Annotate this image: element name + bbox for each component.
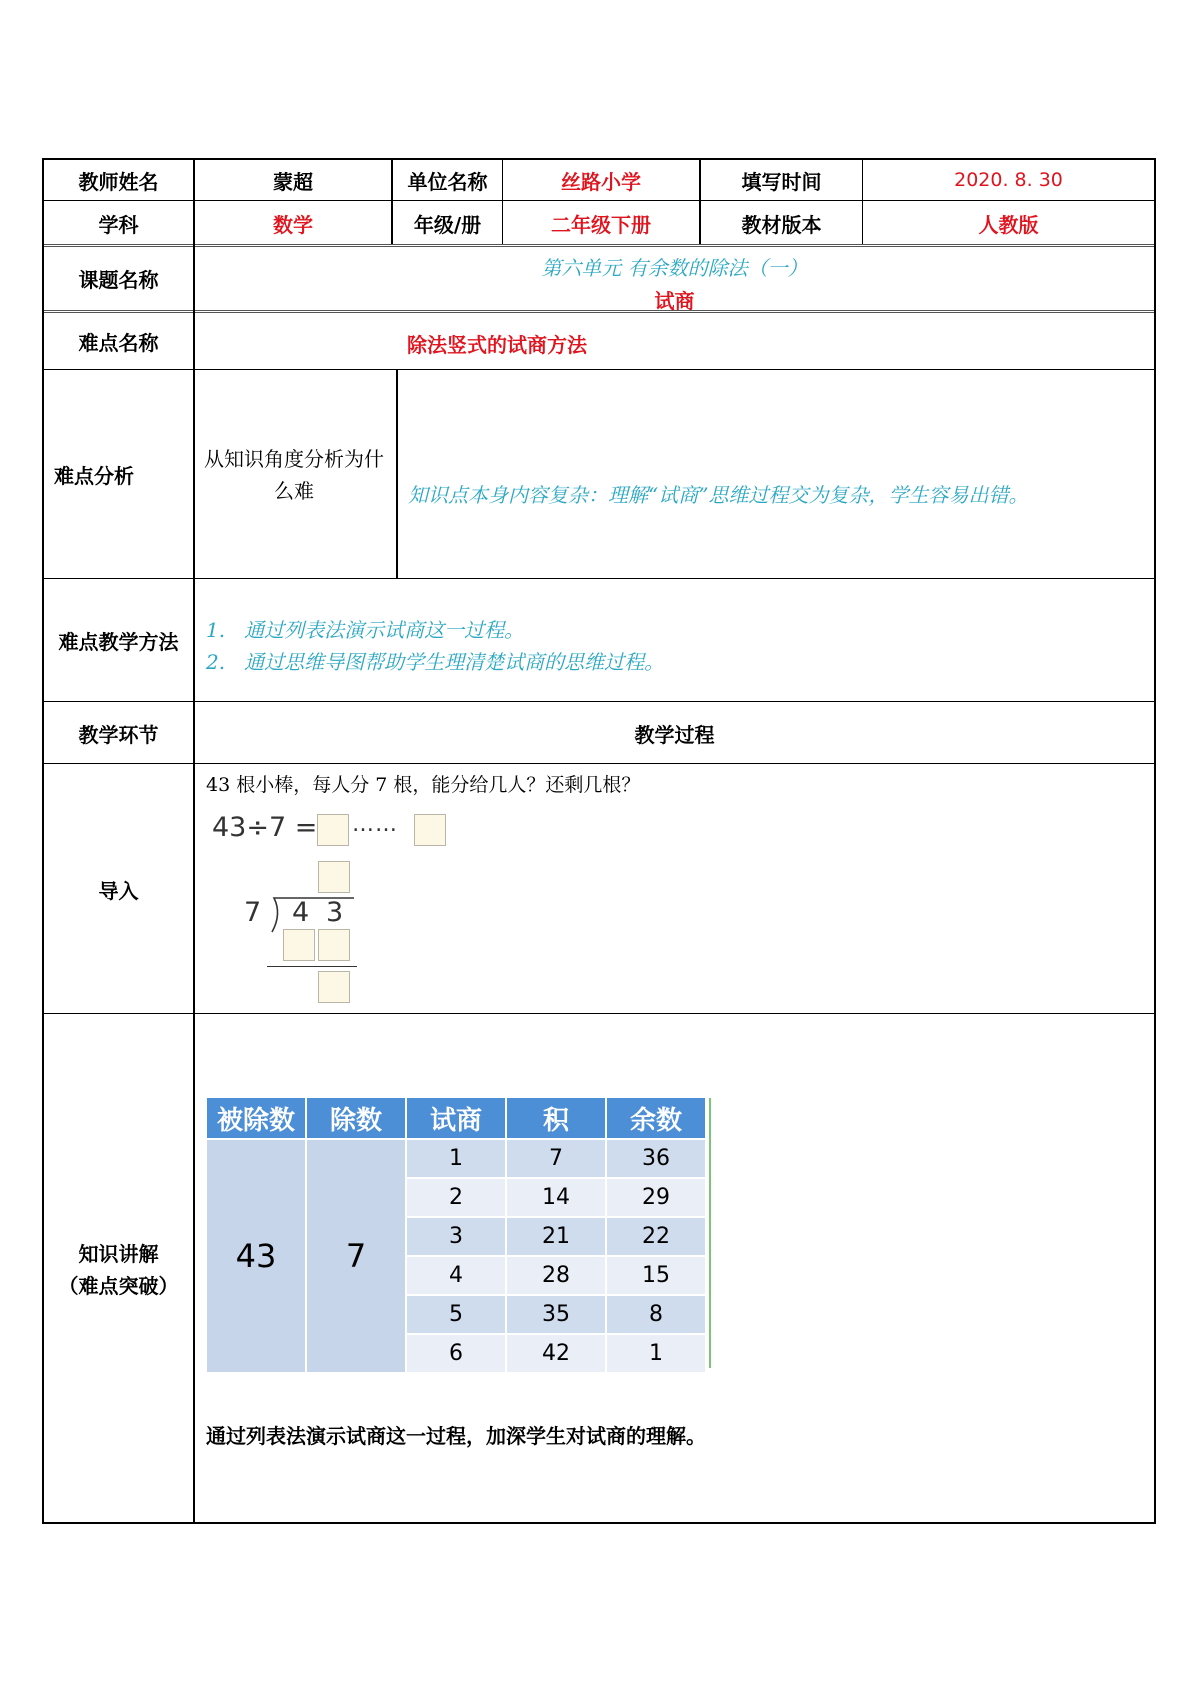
column-header-trial-quotient: 试商 [407,1098,505,1138]
teacher-name-value: 蒙超 [273,169,313,194]
product-cell: 21 [507,1216,605,1255]
long-division-remainder-box[interactable] [318,971,350,1003]
knowledge-label-line2: （难点突破） [58,1274,179,1298]
analysis-text: 知识点本身内容复杂：理解“试商”思维过程交为复杂，学生容易出错。 [408,483,1029,507]
long-division-quotient-box[interactable] [318,861,350,893]
divisor-cell: 7 [307,1138,405,1372]
column-header-divisor: 除数 [307,1098,405,1138]
grade-value: 二年级下册 [551,212,651,237]
long-division-dividend-tens: 4 [292,897,310,928]
remainder-answer-box[interactable] [414,814,446,846]
unit-name-label: 单位名称 [407,169,488,194]
row-divider [42,244,1156,247]
column-divider [193,158,195,1524]
teacher-name-label: 教师姓名 [78,169,159,194]
row-divider [42,200,1156,201]
long-division-subtract-line [267,966,357,967]
remainder-cell: 22 [607,1216,705,1255]
edition-label: 教材版本 [741,212,822,237]
knowledge-label-line1: 知识讲解 [78,1242,159,1266]
product-cell: 14 [507,1177,605,1216]
intro-label: 导入 [98,878,139,903]
remainder-dots: …… [352,812,398,837]
table-edge-accent [709,1098,711,1368]
fill-date-label: 填写时间 [741,169,822,194]
fill-date-value: 2020. 8. 30 [954,169,1063,191]
quotient-cell: 2 [407,1177,505,1216]
column-header-product: 积 [507,1098,605,1138]
table-border-right [1154,158,1156,1524]
lesson-unit-title: 第六单元 有余数的除法（一） [541,256,808,280]
product-cell: 7 [507,1138,605,1177]
method-item-1: 1. 通过列表法演示试商这一过程。 [206,618,525,642]
dividend-cell: 43 [207,1138,305,1372]
subject-value: 数学 [273,212,313,237]
process-header: 教学过程 [634,722,715,747]
column-header-remainder: 余数 [607,1098,705,1138]
product-cell: 35 [507,1294,605,1333]
table-row [207,1138,705,1177]
analysis-sub-label: 从知识角度分析为什么难 [204,447,384,503]
remainder-cell: 36 [607,1138,705,1177]
row-divider [42,369,1156,370]
process-label: 教学环节 [78,722,159,747]
quotient-cell: 5 [407,1294,505,1333]
difficulty-label: 难点名称 [78,330,159,355]
table-border-bottom [42,1522,1156,1524]
knowledge-label [44,1238,193,1302]
subject-label: 学科 [98,212,139,237]
row-divider [42,763,1156,764]
intro-question: 43 根小棒，每人分 7 根，能分给几人？还剩几根？ [206,774,641,796]
column-header-dividend: 被除数 [207,1098,305,1138]
remainder-cell: 15 [607,1255,705,1294]
row-divider [42,578,1156,579]
long-division-product-ones-box[interactable] [318,929,350,961]
quotient-cell: 6 [407,1333,505,1372]
product-cell: 42 [507,1333,605,1372]
lesson-topic: 试商 [654,289,695,313]
long-division-divisor: 7 [244,897,262,928]
method-item-2: 2. 通过思维导图帮助学生理清楚试商的思维过程。 [206,650,665,674]
remainder-cell: 29 [607,1177,705,1216]
quotient-cell: 1 [407,1138,505,1177]
grade-label: 年级/册 [413,212,482,237]
quotient-cell: 4 [407,1255,505,1294]
column-divider [396,369,398,578]
lesson-title-label: 课题名称 [78,268,159,292]
division-equation: 43÷7 = [212,812,318,843]
edition-value: 人教版 [978,212,1039,237]
difficulty-value: 除法竖式的试商方法 [407,333,587,357]
remainder-cell: 8 [607,1294,705,1333]
row-divider [42,701,1156,702]
long-division-dividend-ones: 3 [326,897,344,928]
product-cell: 28 [507,1255,605,1294]
remainder-cell: 1 [607,1333,705,1372]
analysis-label: 难点分析 [54,463,134,488]
quotient-answer-box[interactable] [317,814,349,846]
knowledge-summary: 通过列表法演示试商这一过程，加深学生对试商的理解。 [206,1424,706,1448]
trial-quotient-table [205,1098,707,1372]
row-divider [42,1013,1156,1014]
quotient-cell: 3 [407,1216,505,1255]
method-label: 难点教学方法 [58,630,179,654]
unit-name-value: 丝路小学 [561,169,641,194]
long-division-bracket [268,894,358,934]
long-division-product-tens-box[interactable] [283,929,315,961]
